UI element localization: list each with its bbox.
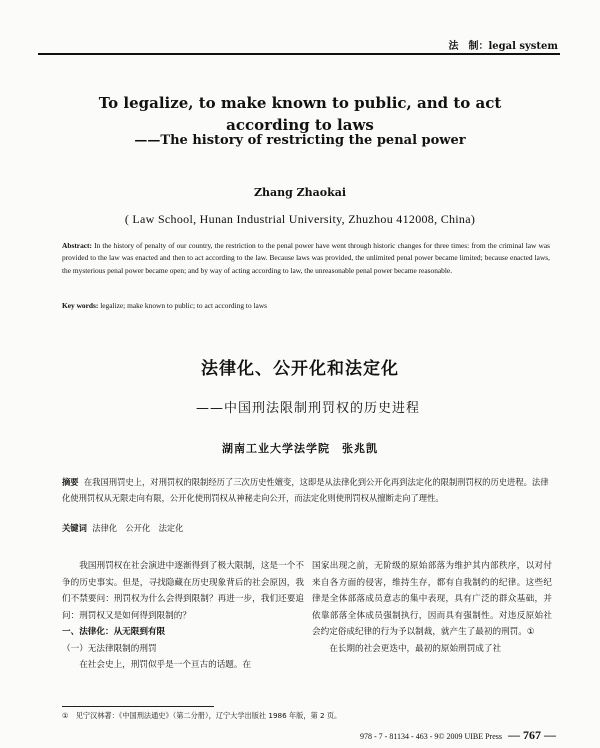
body-left-column — [62, 558, 304, 674]
chinese-keywords-label: 关键词 — [62, 523, 87, 533]
english-abstract — [62, 240, 550, 277]
body-paragraph: 在社会史上，刑罚似乎是一个亘古的话题。在 — [79, 660, 252, 670]
chinese-keywords — [62, 522, 183, 534]
footer-isbn: 978 - 7 - 81134 - 463 - 9© 2009 UIBE Press — [360, 732, 502, 741]
english-title-line-2: according to laws — [226, 116, 374, 134]
body-paragraph: 我国刑罚权在社会演进中逐渐得到了极大限制，这是一个不争的历史事实。但是，寻找隐藏在历史现象背后的社会原因，我们不禁要问：刑罚权为什么会得到限制？再进一步，我们还要追问：刑罚权又是如何得到限制的？ — [62, 561, 304, 621]
english-title — [0, 92, 600, 136]
english-keywords-label: Key words: — [62, 301, 99, 310]
chinese-author: 湖南工业大学法学院 张兆凯 — [222, 442, 378, 455]
english-title-line-1: To legalize, to make known to public, and to act — [98, 94, 502, 112]
chinese-subtitle: ——中国刑法限制刑罚权的历史进程 — [196, 401, 421, 416]
english-affiliation: ( Law School, Hunan Industrial University, Zhuzhou 412008, China) — [124, 212, 476, 226]
page-footer — [360, 728, 556, 743]
footnote-rule — [62, 706, 214, 707]
english-subtitle: ——The history of restricting the penal power — [134, 133, 466, 148]
chinese-keywords-text: 法律化 公开化 法定化 — [92, 523, 184, 533]
english-keywords-text: legalize; make known to public; to act according to laws — [100, 301, 268, 310]
footnote: ① 见宁汉林著：《中国刑法通史》（第二分册），辽宁大学出版社 1986 年版，第 2 页。 — [62, 711, 342, 720]
body-right-column — [312, 558, 552, 657]
subsection-heading: （一）无法律限制的刑罚 — [62, 643, 157, 654]
header-rule — [38, 53, 560, 55]
section-heading: 一、法律化：从无限到有限 — [62, 627, 166, 637]
english-author: Zhang Zhaokai — [253, 186, 347, 199]
chinese-abstract-text: 在我国刑罚史上，对刑罚权的限制经历了三次历史性嬗变，这即是从法律化到公开化再到法定化的限制刑罚权的历史进程。法律化使刑罚权从无限走向有限，公开化使刑罚权从神秘走向公开，而法定化则使刑罚权从擅断走向了理性。 — [62, 477, 549, 503]
body-paragraph: 在长期的社会更迭中，最初的原始刑罚成了社 — [329, 643, 502, 654]
chinese-title: 法律化、公开化和法定化 — [201, 359, 399, 379]
english-abstract-label: Abstract: — [62, 241, 92, 250]
chinese-abstract-label: 摘要 — [62, 477, 79, 487]
english-keywords — [62, 300, 550, 312]
page-number: — 767 — — [508, 728, 556, 742]
english-abstract-text: In the history of penalty of our country, the restriction to the penal power have went through historic changes for three times: from the criminal law was provided to the law was enacted and then to act according to the law. Because laws was provided, the unlimited penal power became limited; because enacted laws, the mysterious penal power became open; and by way of acting according to law, the unreasonable penal power became reasonable. — [62, 241, 550, 275]
body-paragraph: 国家出现之前，无阶级的原始部落为维护其内部秩序，以对付来自各方面的侵害，维持生存，都有自我制约的纪律。这些纪律是全体部落成员意志的集中表现，具有广泛的群众基础，并依靠部落全体成员强制执行，因而具有强制性。对违反原始社会约定俗成纪律的行为予以制裁，就产生了最初的刑罚。① — [312, 561, 552, 637]
chinese-abstract — [62, 474, 552, 506]
running-header: 法 制：legal system — [448, 41, 558, 52]
